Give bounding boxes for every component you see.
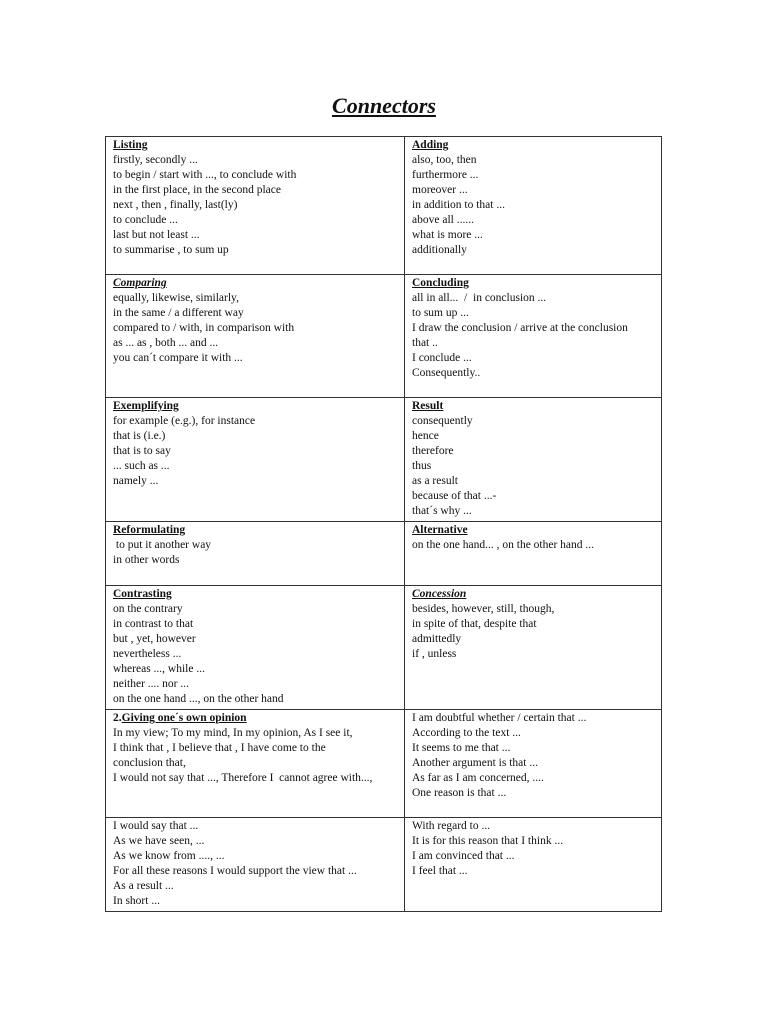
connector-phrase: to conclude ... [113, 214, 178, 226]
heading-text: Alternative [412, 524, 468, 536]
category-heading [113, 399, 397, 414]
connector-phrase: compared to / with, in comparison with [113, 322, 295, 334]
connector-phrase: next , then , finally, last(ly) [113, 199, 238, 211]
connector-phrase: One reason is that ... [412, 787, 507, 799]
connector-cell-right [405, 398, 662, 522]
connector-phrase: all in all... / in conclusion ... [412, 292, 547, 304]
table-row [106, 398, 662, 522]
connector-phrase: ... such as ... [113, 460, 170, 472]
connector-phrase: I think that , I believe that , I have come to the [113, 742, 326, 754]
connector-phrase: I am doubtful whether / certain that ... [412, 712, 587, 724]
connector-phrase: I would say that ... [113, 820, 199, 832]
heading-text: Exemplifying [113, 400, 179, 412]
connector-phrase: whereas ..., while ... [113, 663, 205, 675]
connector-phrase: hence [412, 430, 439, 442]
category-heading [412, 587, 654, 602]
connector-phrase: on the one hand ..., on the other hand [113, 693, 284, 705]
connector-phrase: neither .... nor ... [113, 678, 190, 690]
connector-phrase: I conclude ... [412, 352, 472, 364]
table-row [106, 275, 662, 398]
connector-phrase: to summarise , to sum up [113, 244, 229, 256]
category-heading [412, 399, 654, 414]
heading-text: Result [412, 400, 444, 412]
connector-phrase: last but not least ... [113, 229, 200, 241]
connector-phrase: therefore [412, 445, 454, 457]
connector-phrase: equally, likewise, similarly, [113, 292, 239, 304]
connector-phrase: Consequently.. [412, 367, 481, 379]
connector-phrase: that´s why ... [412, 505, 472, 517]
category-heading [412, 276, 654, 291]
heading-text: Listing [113, 139, 148, 151]
connector-cell-left [106, 522, 405, 586]
connector-phrase: besides, however, still, though, [412, 603, 555, 615]
connector-cell-right [405, 818, 662, 912]
connector-phrase: in the same / a different way [113, 307, 244, 319]
connector-phrase: what is more ... [412, 229, 483, 241]
connector-cell-right [405, 710, 662, 818]
connector-phrase: furthermore ... [412, 169, 479, 181]
heading-text: Concession [412, 588, 467, 600]
connector-phrase: conclusion that, [113, 757, 186, 769]
connector-cell-left [106, 586, 405, 710]
heading-text: Giving one´s own opinion [121, 712, 247, 724]
connector-phrase: to sum up ... [412, 307, 469, 319]
connector-phrase: above all ...... [412, 214, 474, 226]
connector-cell-right [405, 522, 662, 586]
connector-phrase: It is for this reason that I think ... [412, 835, 564, 847]
connector-phrase: that is to say [113, 445, 171, 457]
heading-text: Concluding [412, 277, 469, 289]
heading-text: Contrasting [113, 588, 172, 600]
connector-phrase: As a result ... [113, 880, 174, 892]
connector-phrase: consequently [412, 415, 473, 427]
connector-phrase: that .. [412, 337, 438, 349]
category-heading [113, 711, 397, 726]
category-heading [113, 276, 397, 291]
connector-phrase: admittedly [412, 633, 462, 645]
connector-phrase: In my view; To my mind, In my opinion, As I see it, [113, 727, 353, 739]
connector-phrase: thus [412, 460, 432, 472]
connector-phrase: As far as I am concerned, .... [412, 772, 544, 784]
connector-phrase: if , unless [412, 648, 457, 660]
table-row [106, 710, 662, 818]
connector-cell-right [405, 586, 662, 710]
connector-cell-left [106, 710, 405, 818]
connector-cell-left [106, 398, 405, 522]
heading-text: Reformulating [113, 524, 186, 536]
connector-phrase: in other words [113, 554, 180, 566]
connector-phrase: I would not say that ..., Therefore I cannot agree with..., [113, 772, 373, 784]
connector-cell-right [405, 137, 662, 275]
heading-text: Adding [412, 139, 449, 151]
connector-cell-right [405, 275, 662, 398]
connector-phrase: because of that ...- [412, 490, 497, 502]
connector-cell-left [106, 275, 405, 398]
connector-phrase: that is (i.e.) [113, 430, 166, 442]
connector-phrase: It seems to me that ... [412, 742, 511, 754]
connector-phrase: nevertheless ... [113, 648, 182, 660]
connector-phrase: namely ... [113, 475, 159, 487]
connector-phrase: to put it another way [113, 539, 212, 551]
category-heading [113, 523, 397, 538]
page-title: Connectors [332, 93, 436, 118]
connector-phrase: firstly, secondly ... [113, 154, 198, 166]
connector-phrase: I draw the conclusion / arrive at the conclusion [412, 322, 628, 334]
connectors-table [105, 136, 662, 912]
connector-phrase: in the first place, in the second place [113, 184, 281, 196]
connector-phrase: as a result [412, 475, 458, 487]
connector-phrase: on the contrary [113, 603, 183, 615]
connector-phrase: to begin / start with ..., to conclude with [113, 169, 297, 181]
connector-phrase: For all these reasons I would support the view that ... [113, 865, 357, 877]
connector-phrase: additionally [412, 244, 467, 256]
heading-text: Comparing [113, 277, 167, 289]
category-heading [113, 138, 397, 153]
connector-phrase: Another argument is that ... [412, 757, 538, 769]
category-heading [412, 523, 654, 538]
connector-phrase: in addition to that ... [412, 199, 505, 211]
table-row [106, 818, 662, 912]
category-heading [412, 138, 654, 153]
connector-phrase: as ... as , both ... and ... [113, 337, 219, 349]
connector-cell-left [106, 137, 405, 275]
category-heading [113, 587, 397, 602]
connector-phrase: but , yet, however [113, 633, 196, 645]
connector-phrase: moreover ... [412, 184, 468, 196]
connector-phrase: for example (e.g.), for instance [113, 415, 256, 427]
connector-phrase: As we know from ...., ... [113, 850, 225, 862]
table-row [106, 522, 662, 586]
connector-phrase: As we have seen, ... [113, 835, 205, 847]
connector-cell-left [106, 818, 405, 912]
connector-phrase: in spite of that, despite that [412, 618, 537, 630]
connector-phrase: With regard to ... [412, 820, 491, 832]
table-row [106, 586, 662, 710]
connector-phrase: also, too, then [412, 154, 477, 166]
connector-phrase: you can´t compare it with ... [113, 352, 243, 364]
connector-phrase: In short ... [113, 895, 160, 907]
connector-phrase: According to the text ... [412, 727, 521, 739]
connector-phrase: in contrast to that [113, 618, 194, 630]
connector-phrase: I am convinced that ... [412, 850, 515, 862]
connector-phrase: I feel that ... [412, 865, 468, 877]
section-number: 2. [113, 712, 122, 724]
table-row [106, 137, 662, 275]
connector-phrase: on the one hand... , on the other hand ... [412, 539, 595, 551]
